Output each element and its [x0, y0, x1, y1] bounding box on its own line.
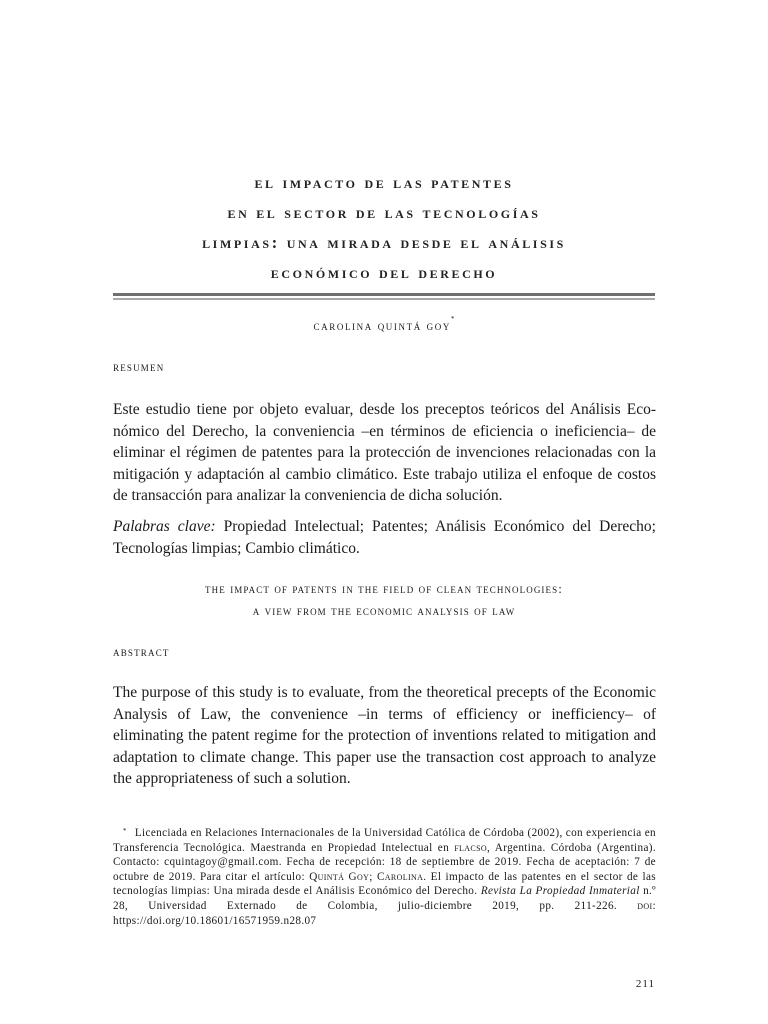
- title-line: limpias: una mirada desde el análisis: [202, 233, 566, 252]
- author-name: carolina quintá goy: [313, 318, 451, 333]
- author-line: [113, 315, 655, 334]
- abstract-heading: abstract: [113, 644, 170, 659]
- footnote-text-1: Licenciada en Relaciones Internacionales de la Universidad Católica de Córdoba (2002), con experiencia en Transferencia Tecnológica. Maestranda en Propiedad Intelectual en: [113, 827, 656, 854]
- title-line: en el sector de las tecnologías: [227, 203, 541, 222]
- footnote-cite-author: Quintá Goy; Carolina: [309, 870, 424, 883]
- title-line: económico del derecho: [270, 263, 498, 282]
- footnote-doi-label: doi: [637, 899, 653, 912]
- english-title-line: the impact of patents in the field of clean technologies:: [205, 581, 563, 596]
- english-title: [113, 578, 655, 622]
- article-title: [100, 168, 668, 288]
- footnote-text-3: . El impacto de las patentes en el sector de las tecnologías limpias: Una mirada desde el Análisis Económico del Derecho.: [113, 870, 656, 898]
- title-line: el impacto de las patentes: [254, 173, 514, 192]
- resumen-text: Este estudio tiene por objeto evaluar, desde los preceptos teóricos del Análisis Económico del Derecho, la conveniencia –en términos de eficiencia o ineficiencia– de eliminar el régimen de patentes para la protección de invenciones relacionadas con la mitigación y adaptación al cambio climático. Este trabajo utiliza el enfoque de costos de transacción para analizar la conveniencia de dicha solución.: [113, 401, 656, 504]
- page-number: 211: [635, 978, 655, 990]
- footnote-flacso: flacso: [454, 841, 488, 854]
- abstract-text: The purpose of this study is to evaluate, from the theoretical precepts of the Economic Analysis of Law, the convenience –in terms of efficiency or inefficiency– of eliminating the patent regime for the protection of inventions related to mitigation and adaptation to climate change. This paper use the transaction cost approach to analyze the appropriateness of such a solution.: [113, 684, 656, 787]
- footnote-journal: Revista La Propiedad Inmaterial: [480, 885, 640, 898]
- footnote-mark: *: [123, 827, 127, 835]
- divider-line-thin: [113, 298, 655, 300]
- palabras-clave: [113, 516, 656, 559]
- divider-line-thick: [113, 293, 655, 296]
- english-title-line: a view from the economic analysis of law: [252, 603, 516, 618]
- author-footnote: [113, 826, 656, 928]
- keywords-label: Palabras clave:: [113, 518, 216, 535]
- footnote-text-2: , Argentina. Córdoba (Argentina). Contacto: cquintagoy@gmail.com. Fecha de recepción: 18 de septiembre de 2019. Fecha de aceptación: 7 de octubre de 2019. Para citar el artículo:: [113, 841, 656, 883]
- keywords-list: Propiedad Intelectual; Patentes; Análisis Económico del Derecho; Tecnologías limpias; Cambio climático.: [113, 518, 656, 557]
- title-divider: [113, 293, 655, 301]
- footnote-text-4: n.º 28, Universidad Externado de Colombia, julio-diciembre 2019, pp. 211-226.: [113, 885, 656, 912]
- resumen-heading: resumen: [113, 359, 165, 374]
- author-footnote-mark: *: [450, 315, 455, 323]
- footnote-doi: : https://doi.org/10.18601/16571959.n28.07: [113, 899, 656, 927]
